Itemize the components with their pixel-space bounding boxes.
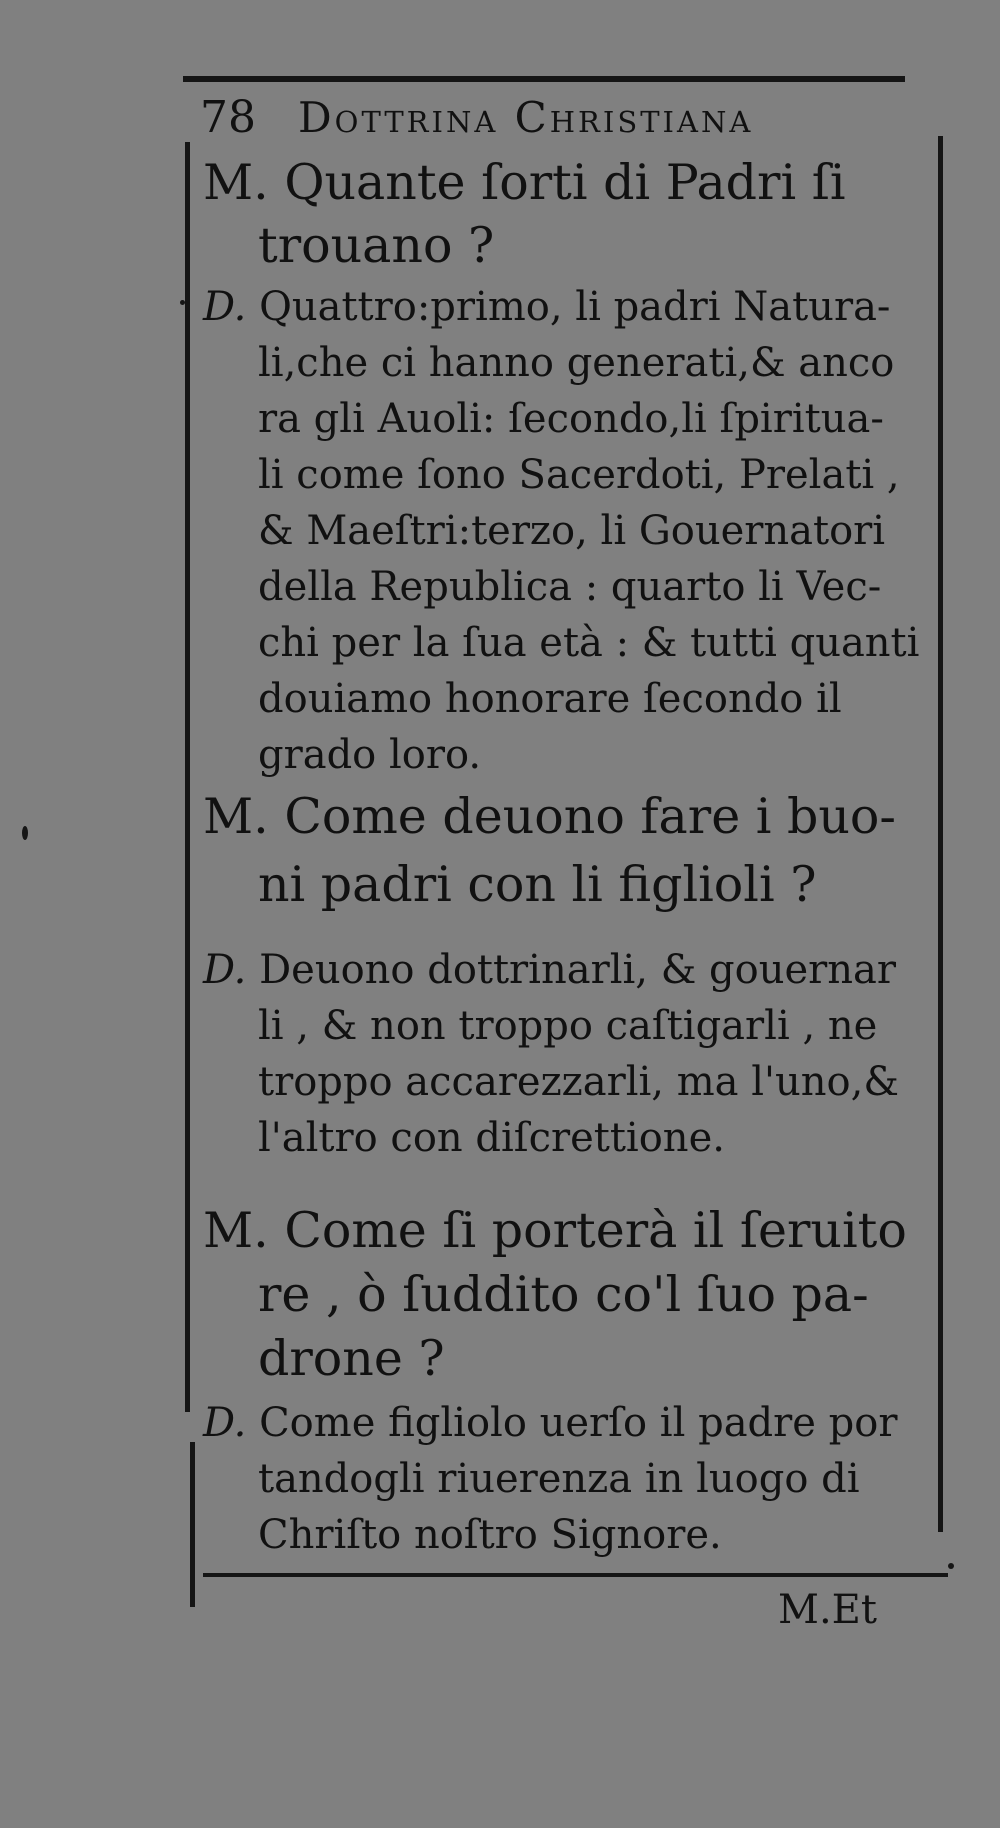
answer-text: Quattro:primo, li padri Natura-: [259, 284, 891, 330]
answer-1-line-7: chi per la ſua età : & tutti quanti: [258, 620, 920, 666]
answer-3-line-1: [203, 1400, 898, 1446]
speaker-disciple: D.: [203, 947, 247, 993]
page-number: 78: [200, 92, 256, 143]
answer-1-line-2: li,che ci hanno generati,& anco: [258, 340, 895, 386]
answer-3-line-3: Chriſto noſtro Signore.: [258, 1512, 722, 1558]
page-header: [200, 92, 920, 144]
left-rule-lower: [190, 1442, 195, 1607]
ink-speck: [180, 300, 185, 305]
running-title: Dottrina Christiana: [298, 93, 754, 142]
question-2-line-1: [203, 788, 896, 845]
answer-2-line-1: [203, 947, 897, 993]
question-3-line-2: re , ò ſuddito co'l ſuo pa-: [258, 1266, 869, 1323]
speaker-master: M.: [203, 1202, 269, 1259]
answer-2-line-4: l'altro con diſcrettione.: [258, 1115, 725, 1161]
speaker-disciple: D.: [203, 284, 247, 330]
bottom-rule: [203, 1573, 948, 1577]
question-text: Come deuono fare i buo-: [284, 788, 896, 845]
answer-1-line-1: [203, 284, 891, 330]
speaker-disciple: D.: [203, 1400, 247, 1446]
question-3-line-1: [203, 1202, 907, 1259]
answer-1-line-9: grado loro.: [258, 732, 482, 778]
answer-2-line-2: li , & non troppo caſtigarli , ne: [258, 1003, 878, 1049]
ink-speck: [948, 1563, 954, 1569]
right-rule: [938, 136, 943, 1532]
answer-text: Deuono dottrinarli, & gouernar: [259, 947, 897, 993]
catchword: M.Et: [778, 1587, 877, 1633]
answer-text: Come figliolo uerſo il padre por: [259, 1400, 898, 1446]
top-rule: [183, 76, 905, 82]
answer-1-line-4: li come ſono Sacerdoti, Prelati ,: [258, 452, 900, 498]
speaker-master: M.: [203, 788, 269, 845]
answer-1-line-8: douiamo honorare ſecondo il: [258, 676, 842, 722]
question-1-line-1: [203, 154, 846, 211]
answer-1-line-3: ra gli Auoli: ſecondo,li ſpiritua-: [258, 396, 884, 442]
answer-2-line-3: troppo accarezzarli, ma l'uno,&: [258, 1059, 899, 1105]
question-1-line-2: trouano ?: [258, 217, 495, 274]
question-text: Quante ſorti di Padri ſi: [284, 154, 846, 211]
question-3-line-3: drone ?: [258, 1330, 445, 1387]
answer-1-line-6: della Republica : quarto li Vec-: [258, 564, 882, 610]
left-rule: [185, 142, 190, 1412]
ink-speck: [22, 826, 28, 840]
speaker-master: M.: [203, 154, 269, 211]
question-text: Come ſi porterà il ſeruito: [284, 1202, 907, 1259]
answer-3-line-2: tandogli riuerenza in luogo di: [258, 1456, 860, 1502]
answer-1-line-5: & Maeſtri:terzo, li Gouernatori: [258, 508, 886, 554]
question-2-line-2: ni padri con li figlioli ?: [258, 856, 817, 913]
